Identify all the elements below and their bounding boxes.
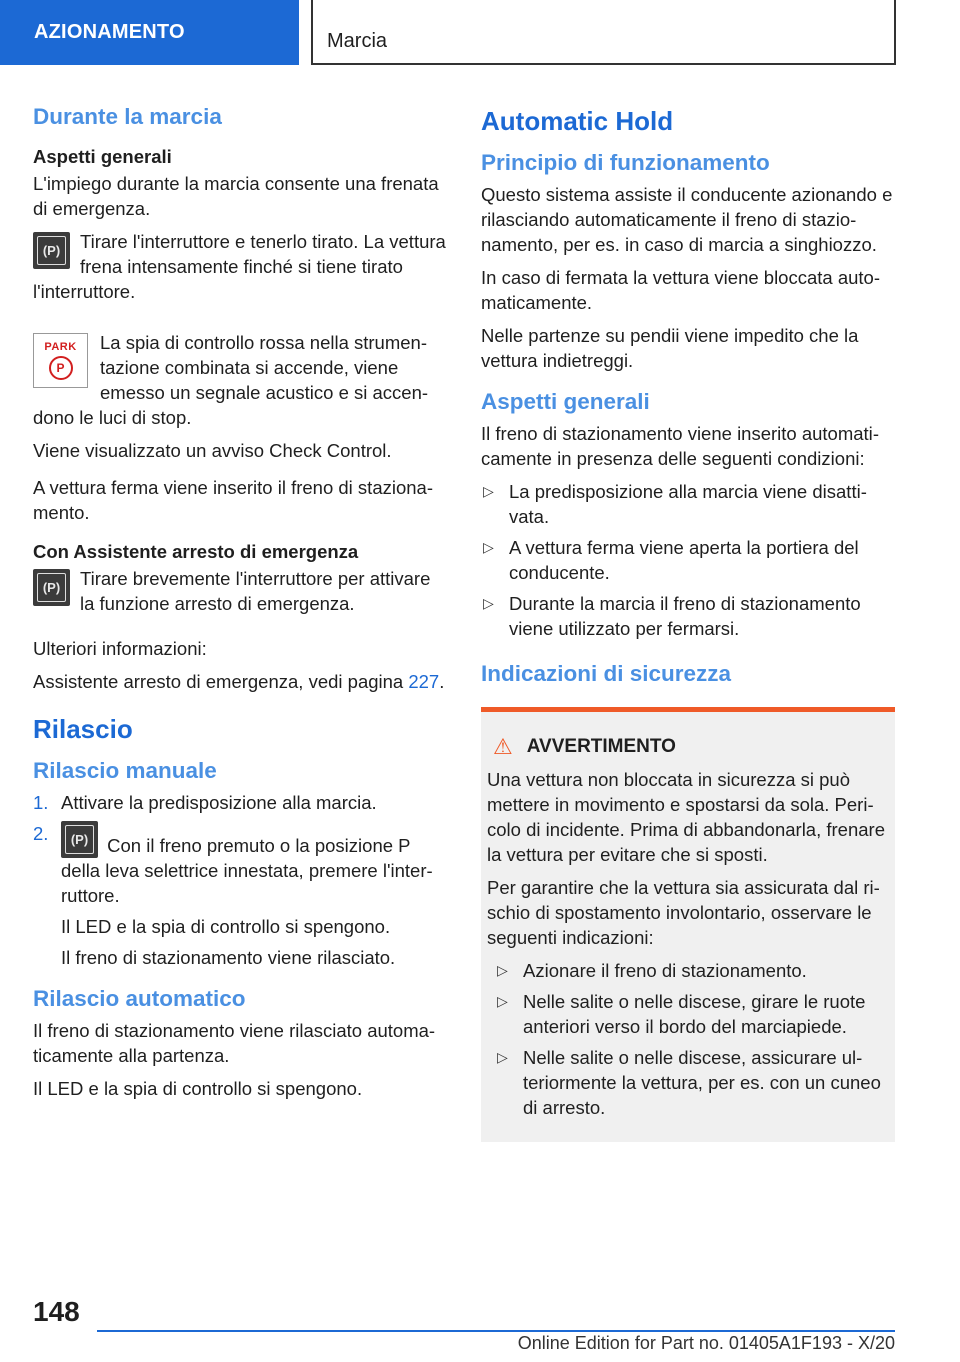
park-paragraph (33, 330, 447, 430)
warning-box (481, 707, 895, 1142)
list-item: ▷ Nelle salite o nelle discese, girare le ruote anteriori verso il bordo del marciapiede. (497, 991, 866, 1037)
list-item: ▷ Durante la marcia il freno di stazionamento viene utilizzato per fermarsi. (483, 593, 861, 639)
pull-text: Tirare l'interruttore e tenerlo tirato. La vettura frena intensamente finché si tiene tirato l'interruttore. (33, 231, 446, 302)
auto-release-text: Il freno di stazionamento viene rilasciato automaticamente alla partenza. (33, 1020, 436, 1066)
pull-paragraph (33, 229, 447, 304)
warning-title: ⚠ AVVERTIMENTO (493, 733, 676, 759)
assist-paragraph (33, 566, 447, 616)
manual-steps (33, 790, 447, 970)
heading-safety: Indicazioni di sicurezza (481, 661, 732, 686)
bullet-triangle-icon: ▷ (483, 483, 494, 499)
right-column (481, 98, 895, 1142)
list-item: ▷ Azionare il freno di stazionamento. (497, 960, 807, 981)
reference-text: Assistente arresto di emergenza, vedi pagina 227. (33, 671, 445, 692)
heading-release: Rilascio (33, 714, 133, 744)
parking-brake-switch-icon: (P) (33, 569, 70, 606)
park-warning-icon: PARK P (33, 333, 88, 388)
slope-text: Nelle partenze su pendii viene impedito che la vettura indietreggi. (481, 325, 859, 371)
warning-list (495, 958, 887, 1120)
warning-triangle-icon: ⚠ (493, 733, 513, 759)
reference-label: Assistente arresto di emergenza, vedi pagina (33, 671, 409, 692)
auto-release-led-text: Il LED e la spia di controllo si spengono. (33, 1078, 363, 1099)
heading-automatic-hold: Automatic Hold (481, 106, 674, 136)
parking-brake-switch-icon: (P) (61, 821, 98, 858)
more-info-label: Ulteriori informazioni: (33, 638, 207, 659)
footer-edition: Online Edition for Part no. 01405A1F193 - X/20 (517, 1333, 895, 1353)
list-item: ▷ La predisposizione alla marcia viene disattivata. (483, 481, 867, 527)
step-item: 2. (P) Con il freno premuto o la posizione P della leva selettrice innestata, premere l'interruttore. Il LED e la spia di controllo si spengono. Il freno di stazionamento viene rilasciato. (33, 823, 433, 968)
general-text: L'impiego durante la marcia consente una frenata di emergenza. (33, 173, 439, 219)
subsection-header: Marcia (311, 0, 896, 65)
heading-manual-release: Rilascio manuale (33, 758, 217, 783)
heading-emergency-assist: Con Assistente arresto di emergenza (33, 541, 359, 562)
warning-text: Una vettura non bloccata in sicurezza si può mettere in movimento e spostarsi da sola. Pericolo di incidente. Prima di abbandonarla, frenare la vettura per evitare che si sposti. (487, 769, 885, 865)
heading-general-right: Aspetti generali (481, 389, 650, 414)
bullet-triangle-icon: ▷ (497, 962, 508, 978)
bullet-triangle-icon: ▷ (497, 993, 508, 1009)
bullet-triangle-icon: ▷ (483, 539, 494, 555)
check-control-text: Viene visualizzato un avviso Check Control. (33, 440, 392, 461)
heading-general: Aspetti generali (33, 146, 172, 167)
footer-divider (97, 1330, 895, 1332)
page-reference-link[interactable]: 227 (408, 671, 440, 692)
stop-text: In caso di fermata la vettura viene bloccata automaticamente. (481, 267, 881, 313)
park-text: La spia di controllo rossa nella strumentazione combinata si accende, viene emesso un segnale acustico e si accendono le luci di stop. (33, 332, 429, 428)
conditions-intro: Il freno di stazionamento viene inserito automaticamente in presenza delle seguenti condizioni: (481, 423, 879, 469)
section-tab: AZIONAMENTO (0, 0, 299, 65)
list-item: ▷ A vettura ferma viene aperta la portiera del conducente. (483, 537, 859, 583)
stationary-text: A vettura ferma viene inserito il freno di stazionamento. (33, 477, 434, 523)
page-number: 148 (33, 1296, 80, 1327)
bullet-triangle-icon: ▷ (483, 595, 494, 611)
heading-automatic-release: Rilascio automatico (33, 986, 246, 1011)
parking-brake-switch-icon: (P) (33, 232, 70, 269)
assist-text: Tirare brevemente l'interruttore per attivare la funzione arresto di emergenza. (80, 568, 431, 614)
warning-text: Per garantire che la vettura sia assicurata dal rischio di spostamento involontario, osservare le seguenti indicazioni: (487, 877, 880, 948)
heading-during-drive: Durante la marcia (33, 104, 222, 129)
left-column (33, 98, 447, 1109)
step-item: 1. Attivare la predisposizione alla marcia. (33, 792, 377, 813)
list-item: ▷ Nelle salite o nelle discese, assicurare ulteriormente la vettura, per es. con un cuneo di arresto. (497, 1047, 881, 1118)
conditions-list (481, 479, 895, 641)
bullet-triangle-icon: ▷ (497, 1049, 508, 1065)
heading-principle: Principio di funzionamento (481, 150, 770, 175)
principle-text: Questo sistema assiste il conducente azionando e rilasciando automaticamente il freno di stazionamento, per es. in caso di marcia a singhiozzo. (481, 184, 893, 255)
